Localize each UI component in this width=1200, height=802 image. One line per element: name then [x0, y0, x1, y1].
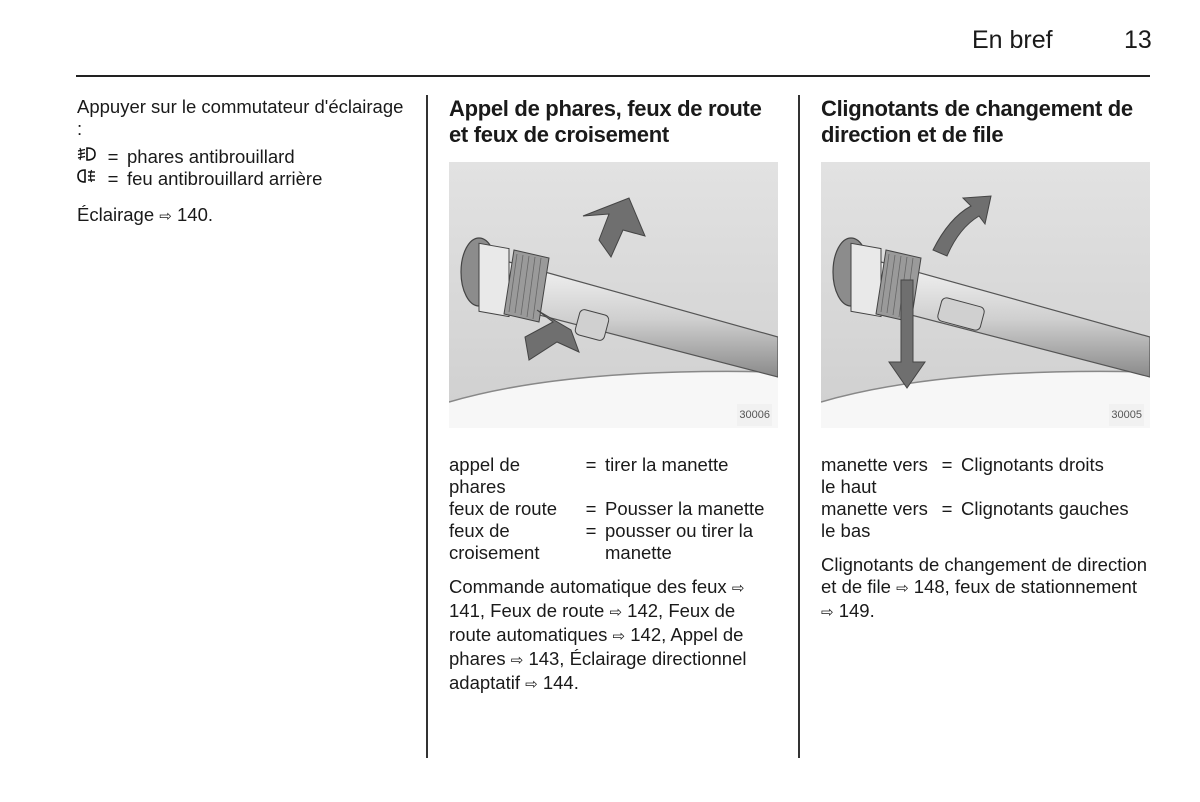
equals-sign: =	[107, 168, 119, 189]
definition-description: Clignotants droits	[961, 454, 1104, 475]
page-number: 13	[1124, 26, 1152, 54]
table-row	[449, 498, 781, 520]
definition-description: pousser ou tirer la manette	[605, 520, 754, 563]
equals-sign: =	[941, 454, 953, 475]
definition-term: feux de route	[449, 498, 557, 519]
reference-arrow-icon: ⇨	[896, 580, 909, 597]
symbol-label: feu antibrouillard arrière	[127, 168, 323, 189]
section-heading: Clignotants de changement de direction et de file	[821, 96, 1133, 147]
table-row	[449, 520, 781, 564]
figure-number: 30005	[1109, 404, 1144, 426]
reference-paragraph: Clignotants de changement de direction et de file ⇨ 148, feux de stationnement ⇨ 149.	[821, 554, 1153, 624]
definition-term: feux de croisement	[449, 520, 540, 563]
column-divider	[426, 95, 428, 758]
symbol-label: phares antibrouillard	[127, 146, 295, 167]
rear-fog-light-icon	[77, 168, 99, 191]
intro-text: Appuyer sur le commutateur d'éclairage :	[77, 96, 404, 139]
reference-arrow-icon: ⇨	[731, 580, 745, 597]
equals-sign: =	[941, 498, 953, 519]
reference-arrow-icon: ⇨	[510, 652, 524, 669]
front-fog-light-icon	[77, 146, 99, 169]
reference-arrow-icon: ⇨	[159, 208, 172, 225]
equals-sign: =	[107, 146, 119, 167]
header-rule	[76, 75, 1150, 77]
reference-paragraph: Commande automatique des feux ⇨ 141, Feux de route ⇨ 142, Feux de route automatiques ⇨ 142, Appel de phares ⇨ 143, Éclairage directionnel adaptatif ⇨ 144.	[449, 576, 781, 696]
definition-table	[449, 454, 781, 564]
symbol-row	[77, 168, 407, 190]
definition-description: Clignotants gauches	[961, 498, 1129, 519]
figure-turn-signal-stalk	[821, 162, 1150, 428]
equals-sign: =	[585, 520, 597, 541]
definition-term: manette vers le haut	[821, 454, 928, 497]
column-divider	[798, 95, 800, 758]
reference-arrow-icon: ⇨	[821, 604, 834, 621]
figure-number: 30006	[737, 404, 772, 426]
definition-term: manette vers le bas	[821, 498, 928, 541]
reference-arrow-icon: ⇨	[525, 676, 538, 693]
section-heading: Appel de phares, feux de route et feux de croisement	[449, 96, 762, 147]
figure-headlight-stalk	[449, 162, 778, 428]
definition-description: tirer la manette	[605, 454, 729, 475]
column-right	[821, 96, 1153, 634]
table-row	[821, 498, 1153, 542]
definition-table	[821, 454, 1153, 542]
definition-term: appel de phares	[449, 454, 520, 497]
definition-description: Pousser la manette	[605, 498, 765, 519]
table-row	[449, 454, 781, 498]
reference-paragraph: Éclairage ⇨ 140.	[77, 204, 407, 228]
table-row	[821, 454, 1153, 498]
reference-arrow-icon: ⇨	[612, 628, 626, 645]
equals-sign: =	[585, 498, 597, 519]
symbol-row	[77, 146, 407, 168]
column-left	[77, 96, 407, 238]
equals-sign: =	[585, 454, 597, 475]
reference-arrow-icon: ⇨	[609, 604, 623, 621]
column-middle	[449, 96, 781, 706]
section-title: En bref	[972, 26, 1053, 54]
